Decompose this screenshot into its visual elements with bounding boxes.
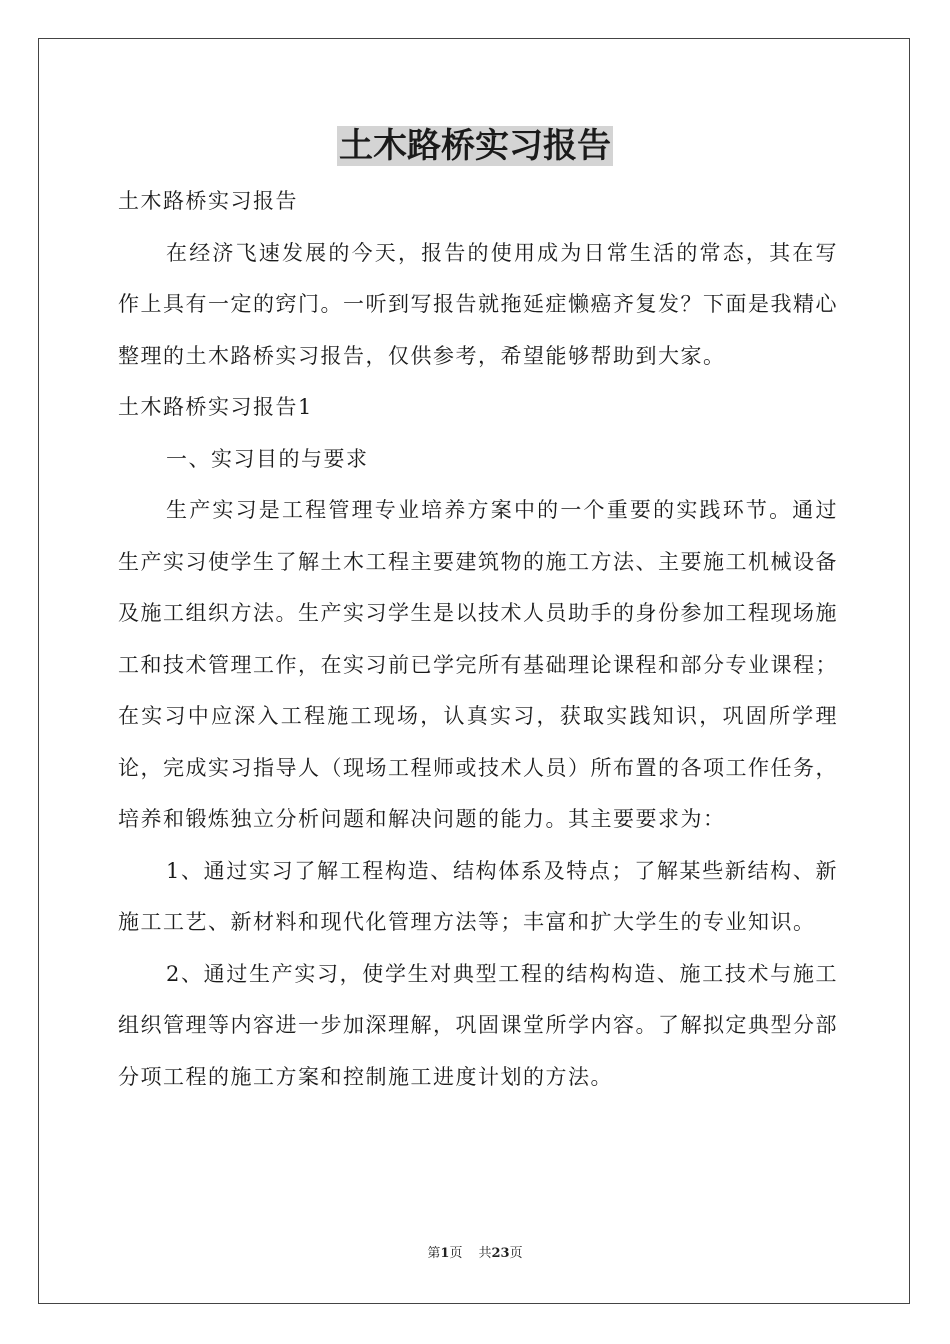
- document-body: [118, 176, 838, 1103]
- paragraph-subtitle: 土木路桥实习报告: [118, 189, 298, 213]
- footer-page-unit: 页: [449, 1246, 463, 1261]
- requirement-item-1: 1、通过实习了解工程构造、结构体系及特点；了解某些新结构、新施工工艺、新材料和现代化管理方法等；丰富和扩大学生的专业知识。: [118, 858, 838, 934]
- footer-page-total: 23: [491, 1246, 510, 1261]
- subsection-heading: 一、实习目的与要求: [166, 446, 369, 471]
- page-footer: [0, 1245, 950, 1263]
- paragraph-intro: 在经济飞速发展的今天，报告的使用成为日常生活的常态，其在写作上具有一定的窍门。一听到写报告就拖延症懒癌齐复发？下面是我精心整理的土木路桥实习报告，仅供参考，希望能够帮助到大家。: [118, 240, 838, 368]
- requirement-item-2: 2、通过生产实习，使学生对典型工程的结构构造、施工技术与施工组织管理等内容进一步加深理解，巩固课堂所学内容。了解拟定典型分部分项工程的施工方案和控制施工进度计划的方法。: [118, 961, 838, 1089]
- footer-page-current: 1: [440, 1246, 450, 1261]
- footer-total-prefix: 共: [478, 1246, 492, 1261]
- title-text: 土木路桥实习报告: [339, 126, 611, 166]
- section-heading: 土木路桥实习报告1: [118, 395, 313, 419]
- footer-total-unit: 页: [509, 1246, 523, 1261]
- footer-page-prefix: 第: [427, 1246, 441, 1261]
- document-title: [0, 122, 950, 170]
- paragraph-purpose: 生产实习是工程管理专业培养方案中的一个重要的实践环节。通过生产实习使学生了解土木工程主要建筑物的施工方法、主要施工机械设备及施工组织方法。生产实习学生是以技术人员助手的身份参加工程现场施工和技术管理工作，在实习前已学完所有基础理论课程和部分专业课程；在实习中应深入工程施工现场，认真实习，获取实践知识，巩固所学理论，完成实习指导人（现场工程师或技术人员）所布置的各项工作任务，培养和锻炼独立分析问题和解决问题的能力。其主要要求为：: [118, 498, 838, 831]
